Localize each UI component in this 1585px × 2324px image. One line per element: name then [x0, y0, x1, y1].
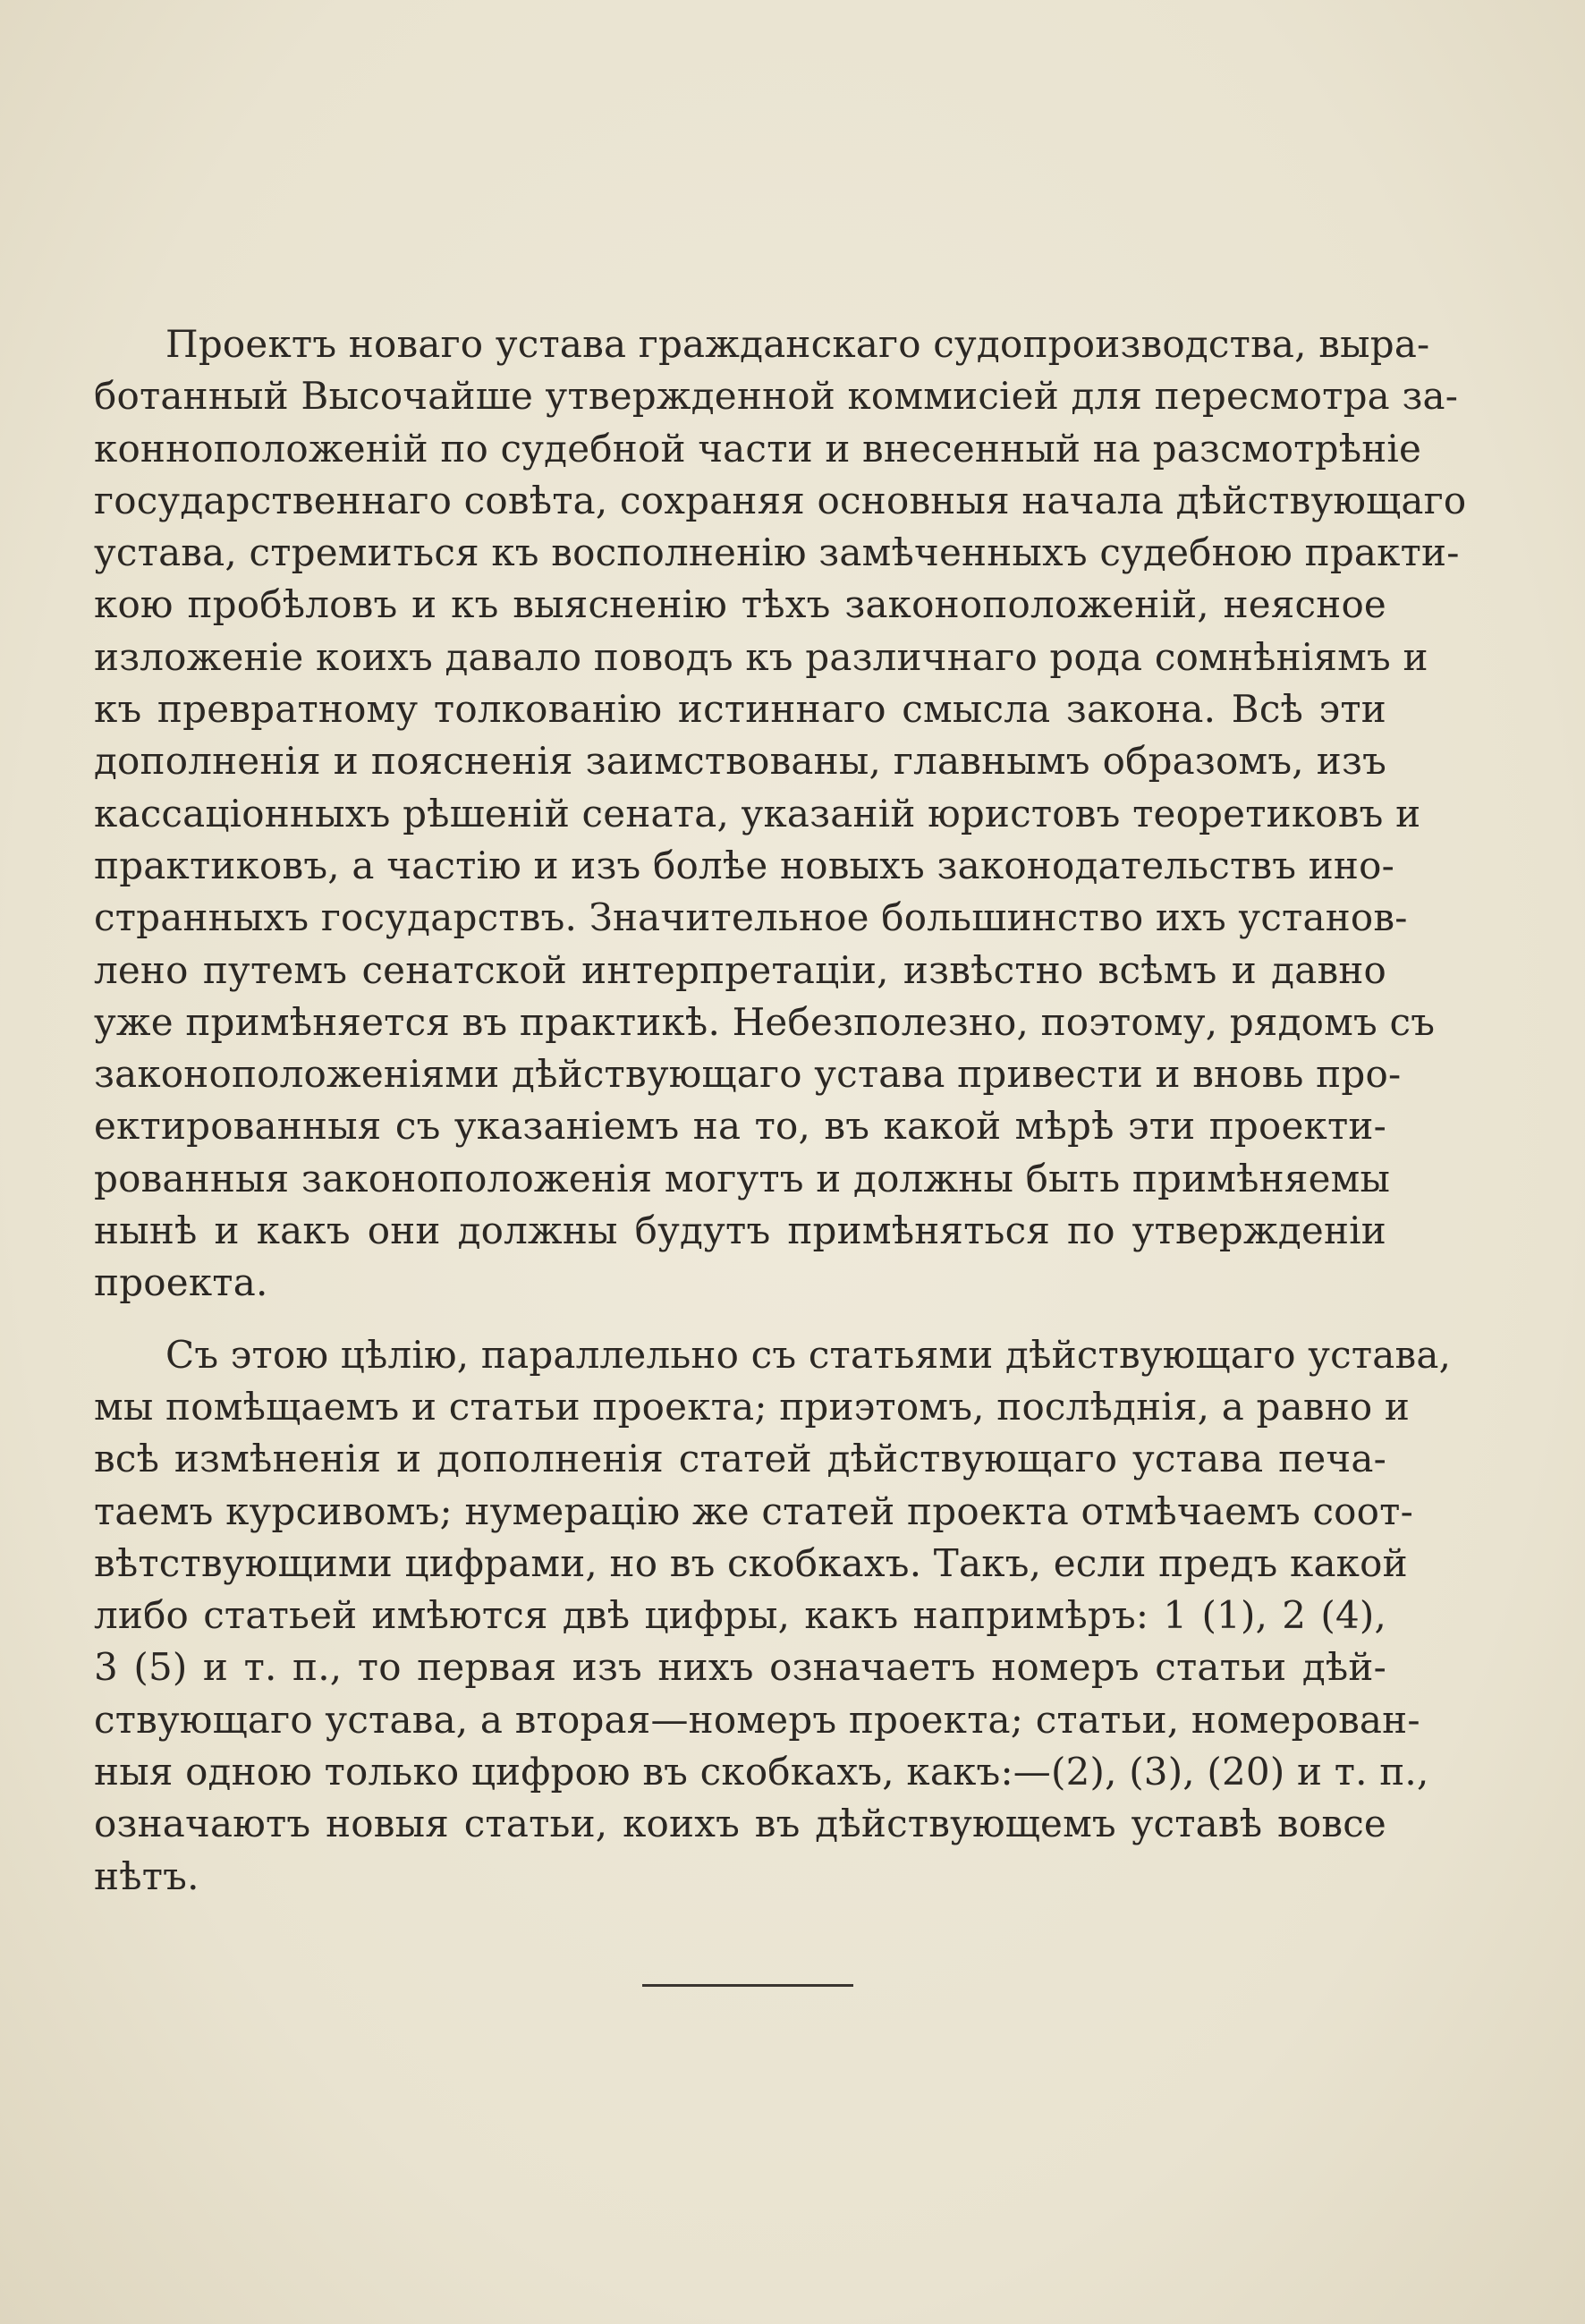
- text-line: рованныя законоположенiя могутъ и должны быть примѣняемы: [94, 1156, 1391, 1200]
- text-line: государственнаго совѣта, сохраняя основныя начала дѣйствующаго: [94, 478, 1467, 522]
- text-line: устава, стремиться къ восполненiю замѣченныхъ судебною практи-: [94, 530, 1460, 575]
- text-line: дополненiя и поясненiя заимствованы, главнымъ образомъ, изъ: [94, 739, 1386, 784]
- paragraph-1: [94, 318, 1467, 1310]
- text-line: либо статьей имѣются двѣ цифры, какъ напримѣръ: 1 (1), 2 (4),: [94, 1593, 1386, 1638]
- text-line: лено путемъ сенатской интерпретацiи, извѣстно всѣмъ и давно: [94, 947, 1386, 992]
- text-line: кою пробѣловъ и къ выясненiю тѣхъ законоположенiй, неясное: [94, 582, 1386, 627]
- text-line: проекта.: [94, 1260, 268, 1305]
- section-divider: [642, 1984, 853, 1987]
- page-body: [94, 318, 1467, 1903]
- text-line: къ превратному толкованiю истиннаго смысла закона. Всѣ эти: [94, 687, 1386, 732]
- text-line: нынѣ и какъ они должны будутъ примѣняться по утвержденiи: [94, 1209, 1386, 1253]
- text-line: означаютъ новыя статьи, коихъ въ дѣйствующемъ уставѣ вовсе: [94, 1802, 1386, 1846]
- text-line: странныхъ государствъ. Значительное большинство ихъ установ-: [94, 895, 1408, 940]
- text-line: практиковъ, а частiю и изъ болѣе новыхъ законодательствъ ино-: [94, 843, 1394, 887]
- text-line: вѣтствующими цифрами, но въ скобкахъ. Такъ, если предъ какой: [94, 1540, 1408, 1585]
- text-line: конноположенiй по судебной части и внесенный на разсмотрѣнiе: [94, 426, 1422, 471]
- text-line: Съ этою цѣлiю, параллельно съ статьями дѣйствующаго устава,: [165, 1332, 1452, 1377]
- text-line: всѣ измѣненiя и дополненiя статей дѣйствующаго устава печа-: [94, 1437, 1386, 1481]
- text-line: нѣтъ.: [94, 1853, 199, 1898]
- text-line: таемъ курсивомъ; нумерацiю же статей проекта отмѣчаемъ соот-: [94, 1489, 1413, 1533]
- text-line: ствующаго устава, а вторая—номеръ проекта; статьи, номерован-: [94, 1697, 1420, 1742]
- text-line: уже примѣняется въ практикѣ. Небезполезно, поэтому, рядомъ съ: [94, 999, 1436, 1044]
- text-line: мы помѣщаемъ и статьи проекта; приэтомъ, послѣднiя, а равно и: [94, 1384, 1411, 1429]
- text-line: ныя одною только цифрою въ скобкахъ, какъ:—(2), (3), (20) и т. п.,: [94, 1750, 1429, 1794]
- text-line: Проектъ новаго устава гражданскаго судопроизводства, выра-: [165, 322, 1430, 366]
- text-line: кассацiонныхъ рѣшенiй сената, указанiй юристовъ теоретиковъ и: [94, 791, 1421, 835]
- paragraph-2: [94, 1329, 1452, 1903]
- text-line: 3 (5) и т. п., то первая изъ нихъ означаетъ номеръ статьи дѣй-: [94, 1645, 1386, 1690]
- text-line: законоположенiями дѣйствующаго устава привести и вновь про-: [94, 1052, 1402, 1097]
- paragraph-gap: [94, 1310, 1386, 1329]
- text-line: ботанный Высочайше утвержденной коммисiей для пересмотра за-: [94, 374, 1459, 419]
- text-line: изложенiе коихъ давало поводъ къ различнаго рода сомнѣнiямъ и: [94, 634, 1428, 679]
- text-line: ектированныя съ указанiемъ на то, въ какой мѣрѣ эти проекти-: [94, 1104, 1386, 1149]
